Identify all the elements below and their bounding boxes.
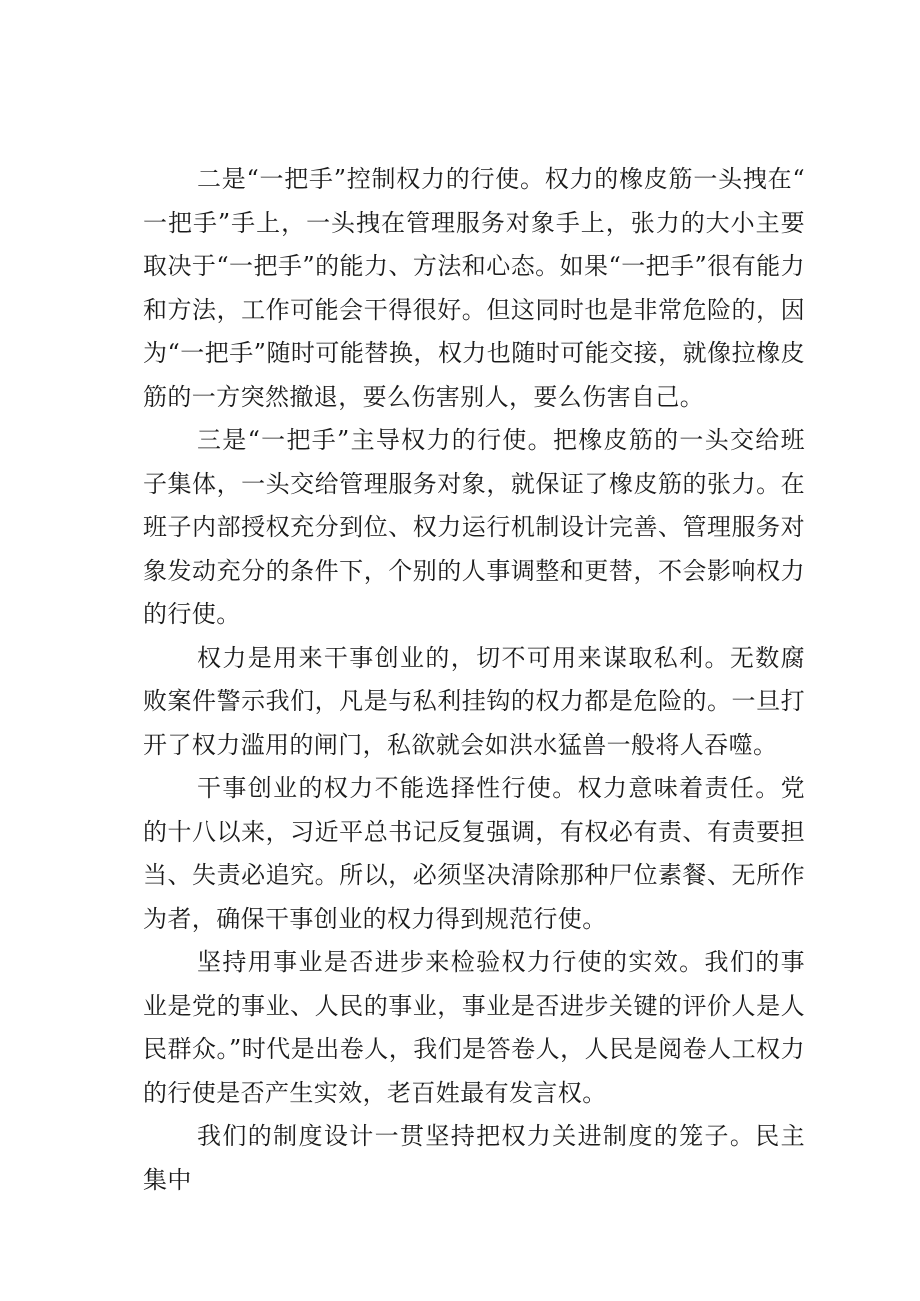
paragraph-6: 我们的制度设计一贯坚持把权力关进制度的笼子。民主集中 (143, 1122, 805, 1194)
paragraph-3: 权力是用来干事创业的，切不可用来谋取私利。无数腐败案件警示我们，凡是与私利挂钩的权力都是危险的。一旦打开了权力滥用的闸门，私欲就会如洪水猛兽一般将人吞噬。 (143, 643, 805, 759)
paragraph-4: 干事创业的权力不能选择性行使。权力意味着责任。党的十八以来，习近平总书记反复强调，有权必有责、有责要担当、失责必追究。所以，必须坚决清除那种尸位素餐、无所作为者，确保干事创业的权力得到规范行使。 (143, 774, 805, 933)
paragraph-1: 二是“一把手”控制权力的行使。权力的橡皮筋一头拽在“一把手”手上，一头拽在管理服务对象手上，张力的大小主要取决于“一把手”的能力、方法和心态。如果“一把手”很有能力和方法，工作可能会干得很好。但这同时也是非常危险的，因为“一把手”随时可能替换，权力也随时可能交接，就像拉橡皮筋的一方突然撤退，要么伤害别人，要么伤害自己。 (143, 165, 805, 411)
paragraph-2: 三是“一把手”主导权力的行使。把橡皮筋的一头交给班子集体，一头交给管理服务对象，就保证了橡皮筋的张力。在班子内部授权充分到位、权力运行机制设计完善、管理服务对象发动充分的条件下，个别的人事调整和更替，不会影响权力的行使。 (143, 426, 805, 628)
paragraph-5: 坚持用事业是否进步来检验权力行使的实效。我们的事业是党的事业、人民的事业，事业是否进步关键的评价人是人民群众。”时代是出卷人，我们是答卷人，人民是阅卷人工权力的行使是否产生实效，老百姓最有发言权。 (143, 948, 805, 1107)
document-body (143, 158, 805, 1202)
